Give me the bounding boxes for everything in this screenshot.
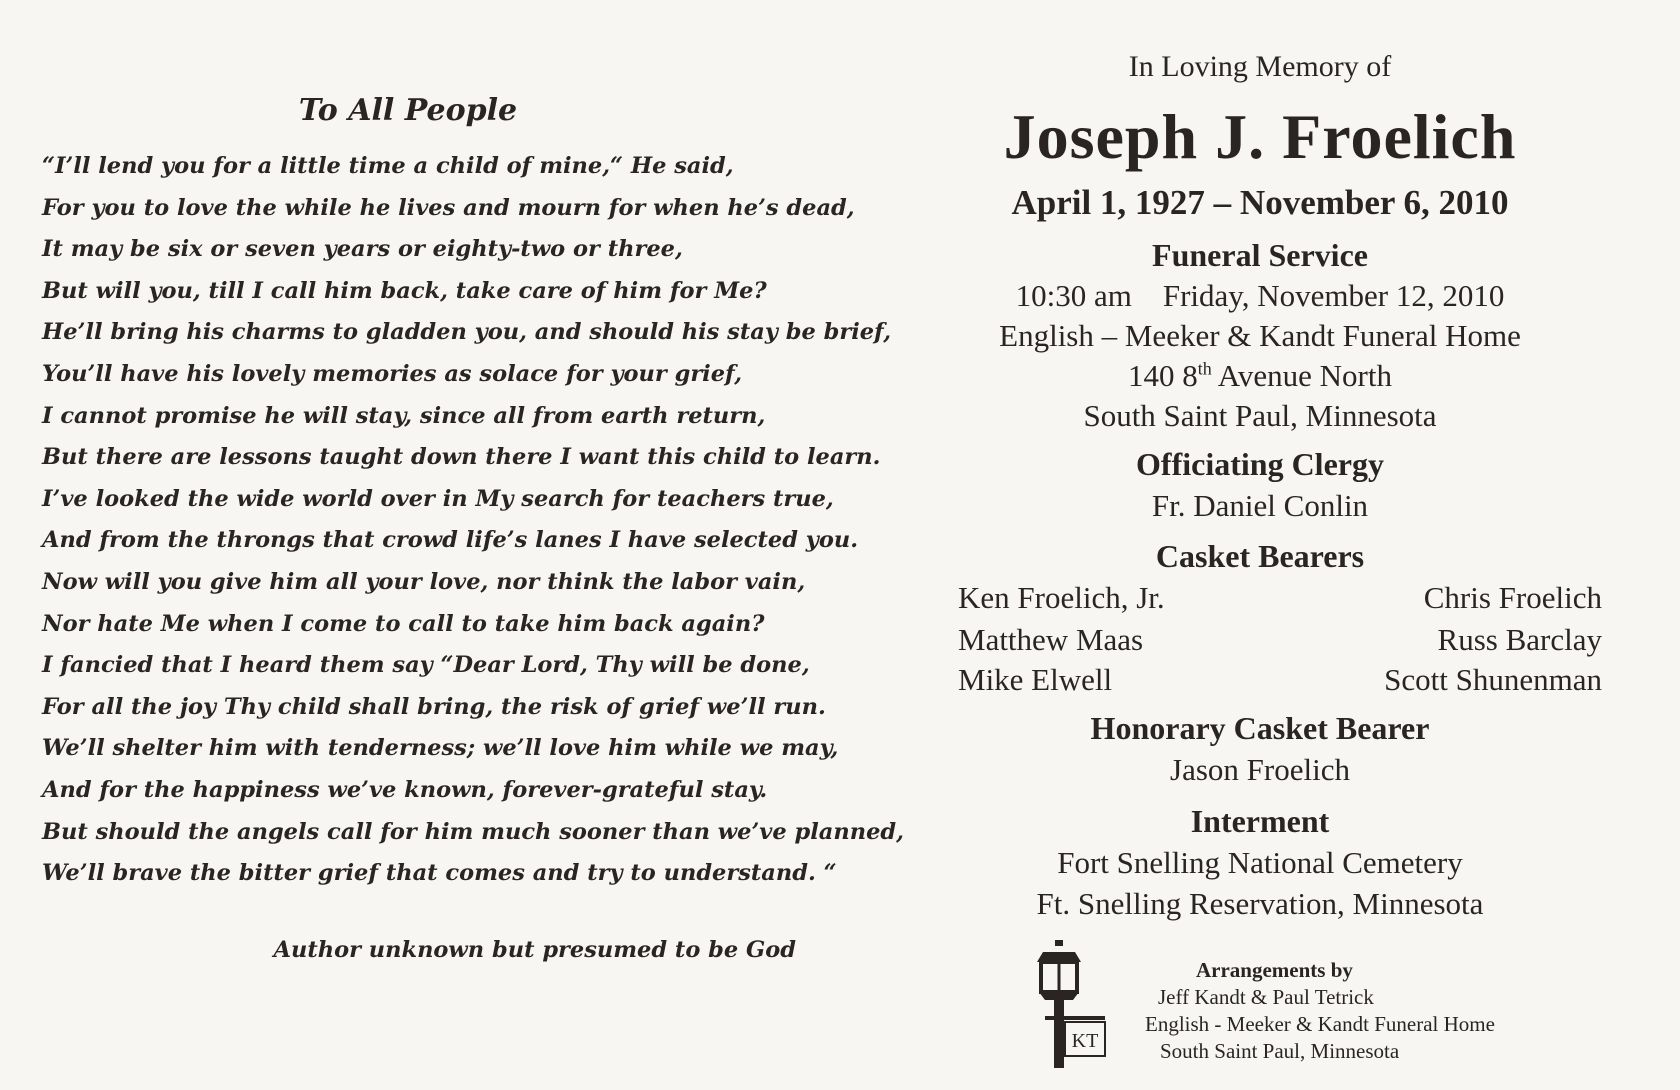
- poem-line: I fancied that I heard them say “Dear Lord, Thy will be done,: [42, 652, 810, 679]
- poem-line: I cannot promise he will stay, since all from earth return,: [42, 402, 766, 429]
- poem-title: To All People: [298, 93, 518, 128]
- arrangements-label: Arrangements by: [1196, 958, 1353, 982]
- arrangements-city: South Saint Paul, Minnesota: [1160, 1039, 1400, 1063]
- honorary-name: Jason Froelich: [1170, 752, 1350, 787]
- cemetery-location: Ft. Snelling Reservation, Minnesota: [1036, 886, 1484, 921]
- poem-line: But there are lessons taught down there I want this child to learn.: [42, 444, 881, 471]
- deceased-name: Joseph J. Froelich: [1003, 101, 1517, 172]
- funeral-home-logo-text: KT: [1071, 1030, 1099, 1052]
- poem-line: Now will you give him all your love, nor think the labor vain,: [42, 568, 806, 595]
- arrangements-funeral-home: English - Meeker & Kandt Funeral Home: [1145, 1012, 1495, 1036]
- service-panel: [840, 0, 1680, 1090]
- poem-line: Nor hate Me when I come to call to take him back again?: [42, 610, 765, 637]
- bearer-name: Mike Elwell: [958, 662, 1113, 697]
- address-suffix: th: [1197, 358, 1212, 379]
- poem-line: And from the throngs that crowd life’s lanes I have selected you.: [42, 527, 859, 554]
- poem-line: But will you, till I call him back, take care of him for Me?: [42, 277, 767, 304]
- bearer-name: Chris Froelich: [1423, 580, 1602, 615]
- poem-line: We’ll shelter him with tenderness; we’ll love him while we may,: [42, 735, 839, 762]
- interment-heading: Interment: [1190, 803, 1330, 839]
- lamp-post-icon: [1025, 940, 1115, 1070]
- bearer-name: Scott Shunenman: [1384, 662, 1602, 697]
- bearer-name: Russ Barclay: [1437, 622, 1602, 657]
- life-dates: April 1, 1927 – November 6, 2010: [1011, 183, 1509, 222]
- funeral-home: English – Meeker & Kandt Funeral Home: [999, 318, 1521, 353]
- funeral-service-heading: Funeral Service: [1152, 237, 1368, 273]
- poem-line: It may be six or seven years or eighty-two or three,: [42, 236, 683, 263]
- clergy-heading: Officiating Clergy: [1136, 446, 1384, 482]
- poem-line: You’ll have his lovely memories as solace for your grief,: [42, 360, 743, 387]
- bearer-name: Ken Froelich, Jr.: [958, 580, 1165, 615]
- service-time: 10:30 am Friday, November 12, 2010: [1015, 278, 1505, 313]
- clergy-name: Fr. Daniel Conlin: [1151, 488, 1369, 523]
- arrangements-directors: Jeff Kandt & Paul Tetrick: [1158, 985, 1374, 1009]
- poem-line: I’ve looked the wide world over in My search for teachers true,: [42, 485, 834, 512]
- address-number: 140 8: [1128, 358, 1198, 393]
- city-state: South Saint Paul, Minnesota: [1083, 398, 1437, 433]
- poem-line: And for the happiness we’ve known, forever-grateful stay.: [42, 776, 768, 803]
- memorial-intro: In Loving Memory of: [1128, 50, 1392, 83]
- poem-line: For all the joy Thy child shall bring, the risk of grief we’ll run.: [42, 693, 826, 720]
- honorary-heading: Honorary Casket Bearer: [1090, 710, 1430, 746]
- cemetery-name: Fort Snelling National Cemetery: [1057, 845, 1463, 880]
- poem-line: For you to love the while he lives and mourn for when he’s dead,: [42, 194, 855, 221]
- poem-line: He’ll bring his charms to gladden you, and should his stay be brief,: [42, 319, 892, 346]
- poem-body: [42, 146, 904, 895]
- street-address: [840, 358, 1680, 394]
- poem-line: But should the angels call for him much sooner than we’ve planned,: [42, 818, 904, 845]
- poem-author: Author unknown but presumed to be God: [273, 937, 796, 963]
- poem-line: We’ll brave the bitter grief that comes and try to understand. “: [42, 860, 837, 887]
- bearer-name: Matthew Maas: [958, 622, 1144, 657]
- casket-bearers-heading: Casket Bearers: [1155, 538, 1365, 574]
- address-street: Avenue North: [1211, 358, 1392, 393]
- poem-line: “I’ll lend you for a little time a child of mine,“ He said,: [42, 153, 734, 179]
